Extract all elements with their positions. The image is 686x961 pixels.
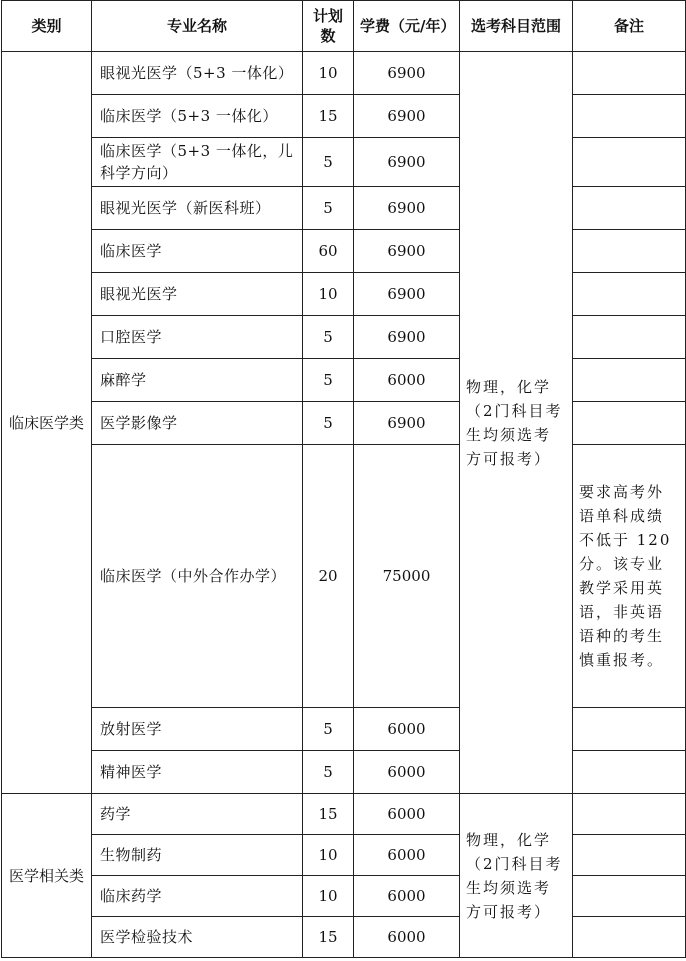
major-name: 精神医学 — [92, 751, 303, 794]
header-major: 专业名称 — [92, 1, 303, 52]
tuition-fee: 6900 — [354, 95, 460, 138]
major-name: 药学 — [92, 794, 303, 835]
tuition-fee: 75000 — [354, 445, 460, 708]
remark-cell — [573, 402, 686, 445]
remark-cell — [573, 794, 686, 835]
plan-count: 10 — [303, 835, 354, 876]
table-row — [2, 95, 686, 138]
major-name: 眼视光医学（新医科班） — [92, 187, 303, 230]
plan-count: 5 — [303, 316, 354, 359]
table-row — [2, 402, 686, 445]
table-row — [2, 359, 686, 402]
major-name: 医学检验技术 — [92, 917, 303, 958]
tuition-fee: 6000 — [354, 359, 460, 402]
table-row — [2, 316, 686, 359]
major-name: 临床医学（5+3 一体化，儿科学方向） — [92, 138, 303, 187]
remark-cell — [573, 138, 686, 187]
remark-cell — [573, 273, 686, 316]
table-row — [2, 917, 686, 958]
major-name: 口腔医学 — [92, 316, 303, 359]
tuition-fee: 6000 — [354, 751, 460, 794]
subjects-cell: 物理，化学（2门科目考生均须选考方可报考） — [460, 794, 573, 958]
tuition-fee: 6000 — [354, 876, 460, 917]
table-row — [2, 187, 686, 230]
remark-cell — [573, 187, 686, 230]
remark-cell — [573, 917, 686, 958]
header-category: 类别 — [2, 1, 92, 52]
table-row — [2, 876, 686, 917]
table-row — [2, 751, 686, 794]
table-row — [2, 273, 686, 316]
header-remark: 备注 — [573, 1, 686, 52]
major-name: 医学影像学 — [92, 402, 303, 445]
plan-count: 20 — [303, 445, 354, 708]
category-cell: 临床医学类 — [2, 52, 92, 794]
admission-plan-table — [1, 0, 686, 958]
major-name: 临床医学 — [92, 230, 303, 273]
tuition-fee: 6900 — [354, 316, 460, 359]
remark-cell: 要求高考外语单科成绩不低于 120 分。该专业教学采用英语，非英语语种的考生慎重报考。 — [573, 445, 686, 708]
tuition-fee: 6900 — [354, 402, 460, 445]
major-name: 临床药学 — [92, 876, 303, 917]
remark-cell — [573, 95, 686, 138]
header-row — [2, 1, 686, 52]
tuition-fee: 6000 — [354, 708, 460, 751]
tuition-fee: 6900 — [354, 138, 460, 187]
plan-count: 15 — [303, 95, 354, 138]
plan-count: 10 — [303, 273, 354, 316]
major-name: 临床医学（5+3 一体化） — [92, 95, 303, 138]
plan-count: 5 — [303, 708, 354, 751]
major-name: 临床医学（中外合作办学） — [92, 445, 303, 708]
header-fee: 学费（元/年） — [354, 1, 460, 52]
tuition-fee: 6900 — [354, 273, 460, 316]
plan-count: 10 — [303, 52, 354, 95]
major-name: 麻醉学 — [92, 359, 303, 402]
table-row — [2, 835, 686, 876]
remark-cell — [573, 708, 686, 751]
tuition-fee: 6000 — [354, 794, 460, 835]
remark-cell — [573, 316, 686, 359]
major-name: 生物制药 — [92, 835, 303, 876]
tuition-fee: 6900 — [354, 187, 460, 230]
tuition-fee: 6000 — [354, 835, 460, 876]
major-name: 眼视光医学 — [92, 273, 303, 316]
plan-count: 15 — [303, 794, 354, 835]
remark-cell — [573, 751, 686, 794]
plan-count: 60 — [303, 230, 354, 273]
major-name: 眼视光医学（5+3 一体化） — [92, 52, 303, 95]
table-row — [2, 52, 686, 95]
plan-count: 5 — [303, 402, 354, 445]
plan-count: 5 — [303, 751, 354, 794]
header-subjects: 选考科目范围 — [460, 1, 573, 52]
tuition-fee: 6900 — [354, 52, 460, 95]
table-row — [2, 138, 686, 187]
remark-cell — [573, 876, 686, 917]
table-row — [2, 708, 686, 751]
table-row — [2, 445, 686, 708]
plan-count: 5 — [303, 359, 354, 402]
plan-count: 15 — [303, 917, 354, 958]
header-plan: 计划数 — [303, 1, 354, 52]
plan-count: 5 — [303, 187, 354, 230]
remark-cell — [573, 230, 686, 273]
major-name: 放射医学 — [92, 708, 303, 751]
plan-count: 5 — [303, 138, 354, 187]
tuition-fee: 6900 — [354, 230, 460, 273]
remark-cell — [573, 52, 686, 95]
subjects-cell: 物理，化学（2门科目考生均须选考方可报考） — [460, 52, 573, 794]
table-row — [2, 794, 686, 835]
tuition-fee: 6000 — [354, 917, 460, 958]
plan-count: 10 — [303, 876, 354, 917]
table-row — [2, 230, 686, 273]
remark-cell — [573, 359, 686, 402]
remark-cell — [573, 835, 686, 876]
table-body — [2, 52, 686, 958]
category-cell: 医学相关类 — [2, 794, 92, 958]
